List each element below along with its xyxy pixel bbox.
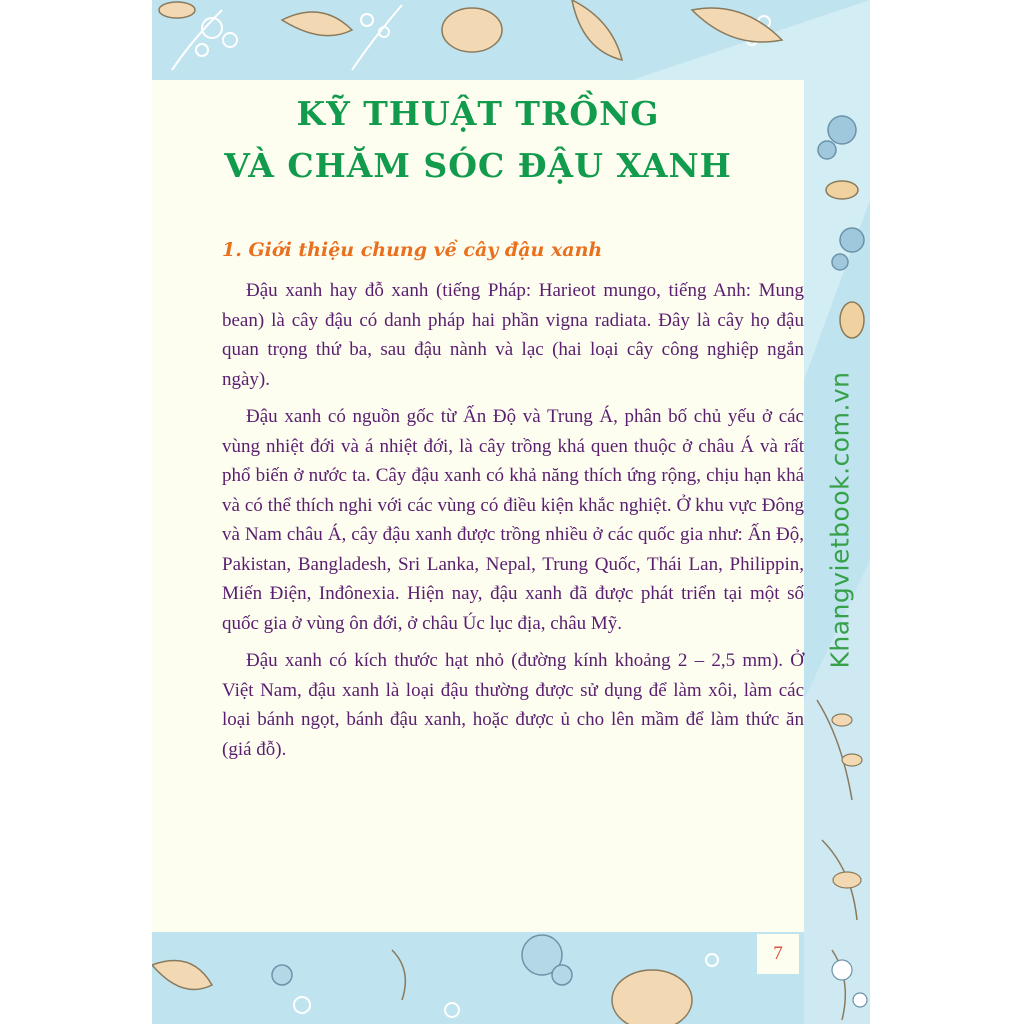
book-page xyxy=(152,0,870,1024)
paragraph-1: Đậu xanh hay đỗ xanh (tiếng Pháp: Harieot mungo, tiếng Anh: Mung bean) là cây đậu có danh pháp hai phần vigna radiata. Đây là cây họ đậu quan trọng thứ ba, sau đậu nành và lạc (hai loại cây công nghiệp ngắn ngày). xyxy=(222,280,804,390)
page-number: 7 xyxy=(757,934,799,974)
section-heading: 1. Giới thiệu chung về cây đậu xanh xyxy=(222,239,603,261)
paragraph-3: Đậu xanh có kích thước hạt nhỏ (đường kính khoảng 2 – 2,5 mm). Ở Việt Nam, đậu xanh là loại đậu thường được sử dụng để làm xôi, làm các loại bánh ngọt, bánh đậu xanh, hoặc được ủ cho lên mầm để làm thức ăn (giá đỗ). xyxy=(222,650,804,760)
paragraph-2: Đậu xanh có nguồn gốc từ Ấn Độ và Trung Á, phân bố chủ yếu ở các vùng nhiệt đới và á nhiệt đới, là cây trồng khá quen thuộc ở châu Á và rất phổ biến ở nước ta. Cây đậu xanh có khả năng thích ứng rộng, chịu hạn khá và có thể thích nghi với các vùng có điều kiện khắc nghiệt. Ở khu vực Đông và Nam châu Á, cây đậu xanh được trồng nhiều ở các quốc gia như: Ấn Độ, Pakistan, Bangladesh, Sri Lanka, Nepal, Trung Quốc, Thái Lan, Philippin, Miến Điện, Inđônexia. Hiện nay, đậu xanh đã được phát triển tại một số quốc gia ở vùng ôn đới, ở châu Úc lục địa, châu Mỹ. xyxy=(222,406,804,634)
section-body xyxy=(222,276,804,772)
watermark xyxy=(825,358,855,682)
page-title-line-1: KỸ THUẬT TRỒNG xyxy=(296,94,660,133)
watermark-text: Khangvietbook.com.vn xyxy=(825,371,855,669)
page-title-line-2: VÀ CHĂM SÓC ĐẬU XANH xyxy=(224,146,732,185)
